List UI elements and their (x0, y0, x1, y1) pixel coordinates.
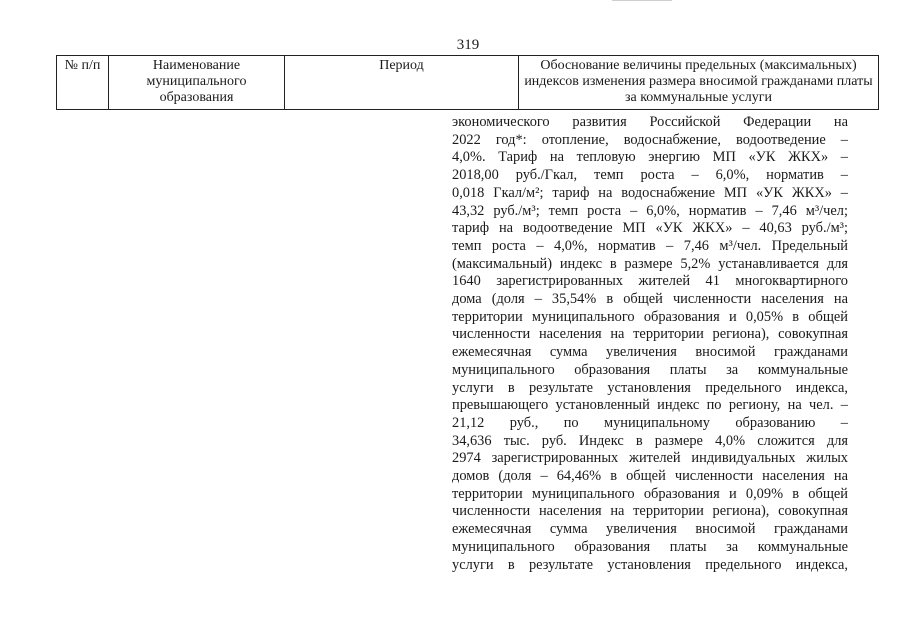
text-line: дома (доля – 35,54% в общей численности населения на (452, 291, 848, 308)
text-line: 43,32 руб./м³; темп роста – 6,0%, норматив – 7,46 м³/чел; (452, 202, 848, 219)
text-line: 4,0%. Тариф на тепловую энергию МП «УК ЖКХ» – (452, 149, 848, 166)
table-header-row (57, 56, 879, 110)
text-line: муниципального образования платы за коммунальные (452, 538, 848, 555)
text-line: превышающего установленный индекс по региону, на чел. – (452, 397, 848, 414)
text-line: территории муниципального образования и 0,05% в общей (452, 308, 848, 325)
header-cell-period: Период (285, 56, 519, 110)
table-header (56, 55, 879, 110)
text-line: 2018,00 руб./Гкал, темп роста – 6,0%, норматив – (452, 167, 848, 184)
text-line: услуги в результате установления предельного индекса, (452, 556, 848, 573)
text-line: 34,636 тыс. руб. Индекс в размере 4,0% сложится для (452, 432, 848, 449)
text-line: 2974 зарегистрированных жителей индивидуальных жилых (452, 450, 848, 467)
scan-artifact-line (612, 0, 672, 1)
text-line: ежемесячная сумма увеличения вносимой гражданами (452, 344, 848, 361)
text-line: 2022 год*: отопление, водоснабжение, водоотведение – (452, 131, 848, 148)
text-line: 21,12 руб., по муниципальному образованию – (452, 414, 848, 431)
page-number: 319 (456, 37, 480, 53)
text-line: домов (доля – 64,46% в общей численности населения на (452, 468, 848, 485)
text-line: темп роста – 4,0%, норматив – 7,46 м³/чел. Предельный (452, 237, 848, 254)
text-line: 1640 зарегистрированных жителей 41 многоквартирного (452, 273, 848, 290)
text-line: тариф на водоотведение МП «УК ЖКХ» – 40,63 руб./м³; (452, 220, 848, 237)
text-line: (максимальный) индекс в размере 5,2% устанавливается для (452, 255, 848, 272)
text-line: ежемесячная сумма увеличения вносимой гражданами (452, 521, 848, 538)
header-cell-municipality: Наименование муниципального образования (109, 56, 285, 110)
text-line: муниципального образования платы за коммунальные (452, 361, 848, 378)
text-line: численности населения на территории региона), совокупная (452, 503, 848, 520)
text-line: экономического развития Российской Федерации на (452, 114, 848, 130)
text-line: территории муниципального образования и 0,09% в общей (452, 485, 848, 502)
text-line: 0,018 Гкал/м²; тариф на водоснабжение МП «УК ЖКХ» – (452, 184, 848, 201)
text-line: услуги в результате установления предельного индекса, (452, 379, 848, 396)
justification-text (452, 114, 848, 574)
text-line: численности населения на территории региона), совокупная (452, 326, 848, 343)
header-cell-number: № п/п (57, 56, 109, 110)
header-cell-justification: Обоснование величины предельных (максимальных) индексов изменения размера вносимой гражданами платы за коммунальные услуги (519, 56, 879, 110)
